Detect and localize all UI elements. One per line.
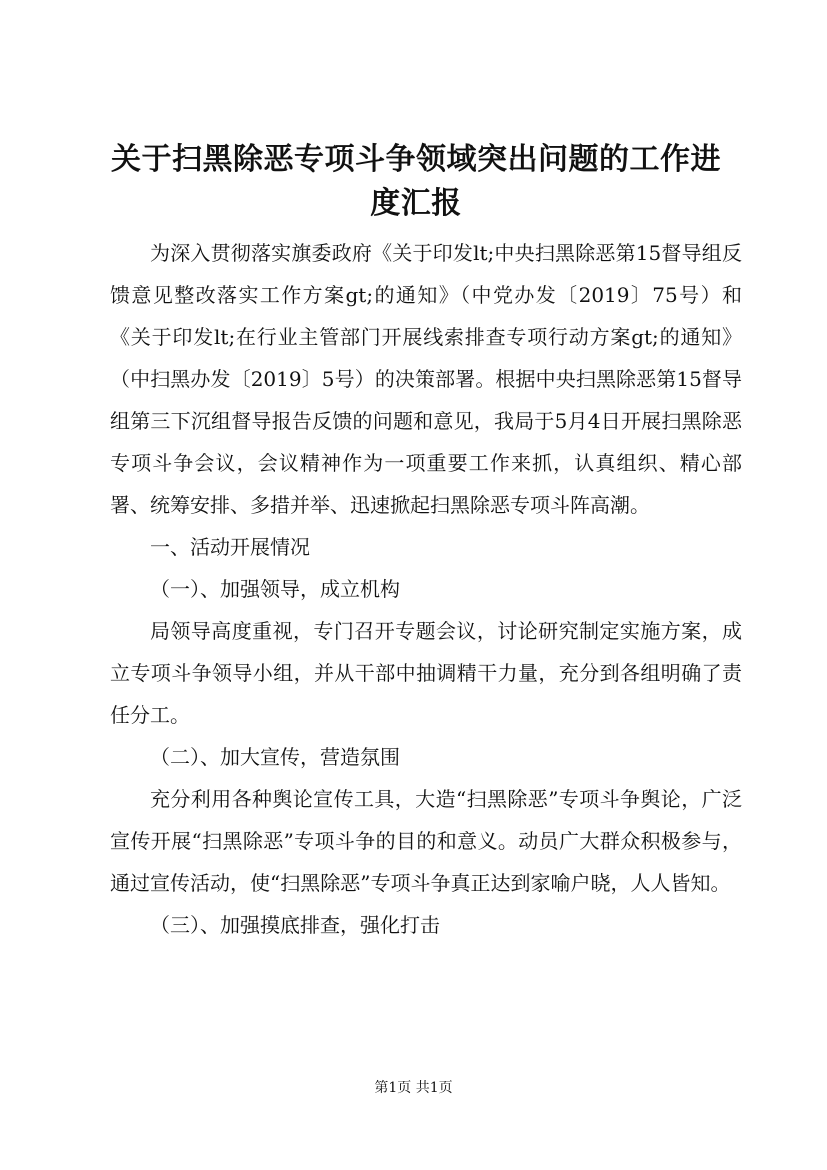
paragraph-leadership: 局领导高度重视，专门召开专题会议，讨论研究制定实施方案，成立专项斗争领导小组，并从干部中抽调精干力量，充分到各组明确了责任分工。 <box>110 619 742 727</box>
subsection-heading-publicity: （二）、加大宣传，营造氛围 <box>150 745 400 769</box>
subsection-heading-investigation: （三）、加强摸底排查，强化打击 <box>150 913 440 937</box>
subsection-heading-leadership: （一）、加强领导，成立机构 <box>150 577 400 601</box>
page-footer: 第1页 共1页 <box>374 1080 453 1096</box>
section-heading-activities: 一、活动开展情况 <box>150 535 310 559</box>
document-body <box>110 232 742 946</box>
intro-paragraph: 为深入贯彻落实旗委政府《关于印发lt;中央扫黑除恶第15督导组反馈意见整改落实工作方案gt;的通知》（中党办发〔2019〕75号）和《关于印发lt;在行业主管部门开展线索排查专项行动方案gt;的通知》（中扫黑办发〔2019〕5号）的决策部署。根据中央扫黑除恶第15督导组第三下沉组督导报告反馈的问题和意见，我局于5月4日开展扫黑除恶专项斗争会议，会议精神作为一项重要工作来抓，认真组织、精心部署、统筹安排、多措并举、迅速掀起扫黑除恶专项斗阵高潮。 <box>110 241 742 517</box>
document-title: 关于扫黑除恶专项斗争领域突出问题的工作进度汇报 <box>111 142 721 221</box>
paragraph-publicity: 充分利用各种舆论宣传工具，大造“扫黑除恶”专项斗争舆论，广泛宣传开展“扫黑除恶”专项斗争的目的和意义。动员广大群众积极参与，通过宣传活动，使“扫黑除恶”专项斗争真正达到家喻户晓，人人皆知。 <box>110 787 742 895</box>
